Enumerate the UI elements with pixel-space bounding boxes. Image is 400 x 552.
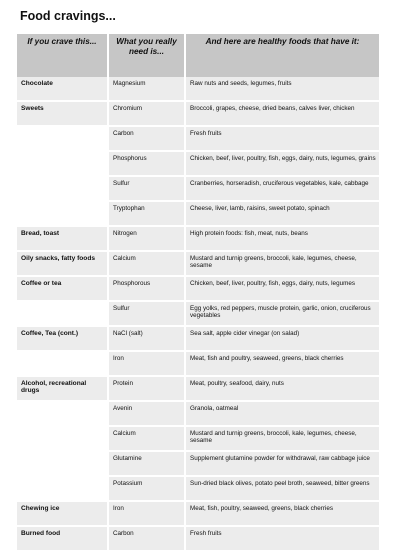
need-cell: Glutamine (108, 451, 185, 476)
craving-cell: Bread, toast (17, 226, 108, 251)
need-cell: Calcium (108, 426, 185, 451)
need-cell: Carbon (108, 126, 185, 151)
craving-cell (17, 301, 108, 326)
table-row (17, 276, 379, 301)
foods-cell: Supplement glutamine powder for withdrawal, raw cabbage juice (185, 451, 379, 476)
foods-cell: Cranberries, horseradish, cruciferous vegetables, kale, cabbage (185, 176, 379, 201)
header-craving: If you crave this... (17, 34, 108, 77)
craving-cell: Sweets (17, 101, 108, 126)
craving-cell: Coffee or tea (17, 276, 108, 301)
table-row (17, 476, 379, 501)
table-row (17, 351, 379, 376)
need-cell: NaCl (salt) (108, 326, 185, 351)
need-cell: Carbon (108, 526, 185, 551)
table-row (17, 101, 379, 126)
craving-cell (17, 451, 108, 476)
table-row (17, 526, 379, 551)
craving-cell: Burned food (17, 526, 108, 551)
foods-cell: High protein foods: fish, meat, nuts, beans (185, 226, 379, 251)
craving-cell: Chewing ice (17, 501, 108, 526)
page-title: Food cravings... (20, 9, 116, 23)
table-header-row (17, 34, 379, 77)
foods-cell: Meat, poultry, seafood, dairy, nuts (185, 376, 379, 401)
table-row (17, 201, 379, 226)
craving-cell (17, 401, 108, 426)
craving-cell (17, 426, 108, 451)
craving-cell (17, 351, 108, 376)
foods-cell: Mustard and turnip greens, broccoli, kale, legumes, cheese, sesame (185, 251, 379, 276)
need-cell: Phosphorus (108, 151, 185, 176)
need-cell: Calcium (108, 251, 185, 276)
table-row (17, 376, 379, 401)
table-row (17, 126, 379, 151)
table-row (17, 77, 379, 101)
table-row (17, 151, 379, 176)
need-cell: Chromium (108, 101, 185, 126)
need-cell: Iron (108, 501, 185, 526)
craving-cell (17, 476, 108, 501)
craving-cell: Oily snacks, fatty foods (17, 251, 108, 276)
craving-cell (17, 151, 108, 176)
foods-cell: Mustard and turnip greens, broccoli, kale, legumes, cheese, sesame (185, 426, 379, 451)
foods-cell: Egg yolks, red peppers, muscle protein, garlic, onion, cruciferous vegetables (185, 301, 379, 326)
foods-cell: Cheese, liver, lamb, raisins, sweet potato, spinach (185, 201, 379, 226)
foods-cell: Raw nuts and seeds, legumes, fruits (185, 77, 379, 101)
need-cell: Protein (108, 376, 185, 401)
header-foods: And here are healthy foods that have it: (185, 34, 379, 77)
foods-cell: Meat, fish and poultry, seaweed, greens, black cherries (185, 351, 379, 376)
need-cell: Magnesium (108, 77, 185, 101)
foods-cell: Sun-dried black olives, potato peel broth, seaweed, bitter greens (185, 476, 379, 501)
craving-cell: Alcohol, recreational drugs (17, 376, 108, 401)
need-cell: Sulfur (108, 301, 185, 326)
craving-cell (17, 176, 108, 201)
need-cell: Phosphorous (108, 276, 185, 301)
need-cell: Iron (108, 351, 185, 376)
need-cell: Potassium (108, 476, 185, 501)
table-row (17, 301, 379, 326)
table-row (17, 176, 379, 201)
need-cell: Sulfur (108, 176, 185, 201)
foods-cell: Chicken, beef, liver, poultry, fish, eggs, dairy, nuts, legumes (185, 276, 379, 301)
need-cell: Avenin (108, 401, 185, 426)
foods-cell: Granola, oatmeal (185, 401, 379, 426)
foods-cell: Fresh fruits (185, 526, 379, 551)
foods-cell: Chicken, beef, liver, poultry, fish, eggs, dairy, nuts, legumes, grains (185, 151, 379, 176)
foods-cell: Fresh fruits (185, 126, 379, 151)
craving-cell: Coffee, Tea (cont.) (17, 326, 108, 351)
need-cell: Tryptophan (108, 201, 185, 226)
header-need: What you really need is... (108, 34, 185, 77)
table-row (17, 426, 379, 451)
table-row (17, 501, 379, 526)
foods-cell: Broccoli, grapes, cheese, dried beans, calves liver, chicken (185, 101, 379, 126)
table-row (17, 451, 379, 476)
table-row (17, 251, 379, 276)
table-row (17, 326, 379, 351)
craving-cell (17, 126, 108, 151)
table-row (17, 226, 379, 251)
food-cravings-table (17, 34, 379, 552)
craving-cell (17, 201, 108, 226)
foods-cell: Meat, fish, poultry, seaweed, greens, black cherries (185, 501, 379, 526)
craving-cell: Chocolate (17, 77, 108, 101)
foods-cell: Sea salt, apple cider vinegar (on salad) (185, 326, 379, 351)
need-cell: Nitrogen (108, 226, 185, 251)
table-row (17, 401, 379, 426)
